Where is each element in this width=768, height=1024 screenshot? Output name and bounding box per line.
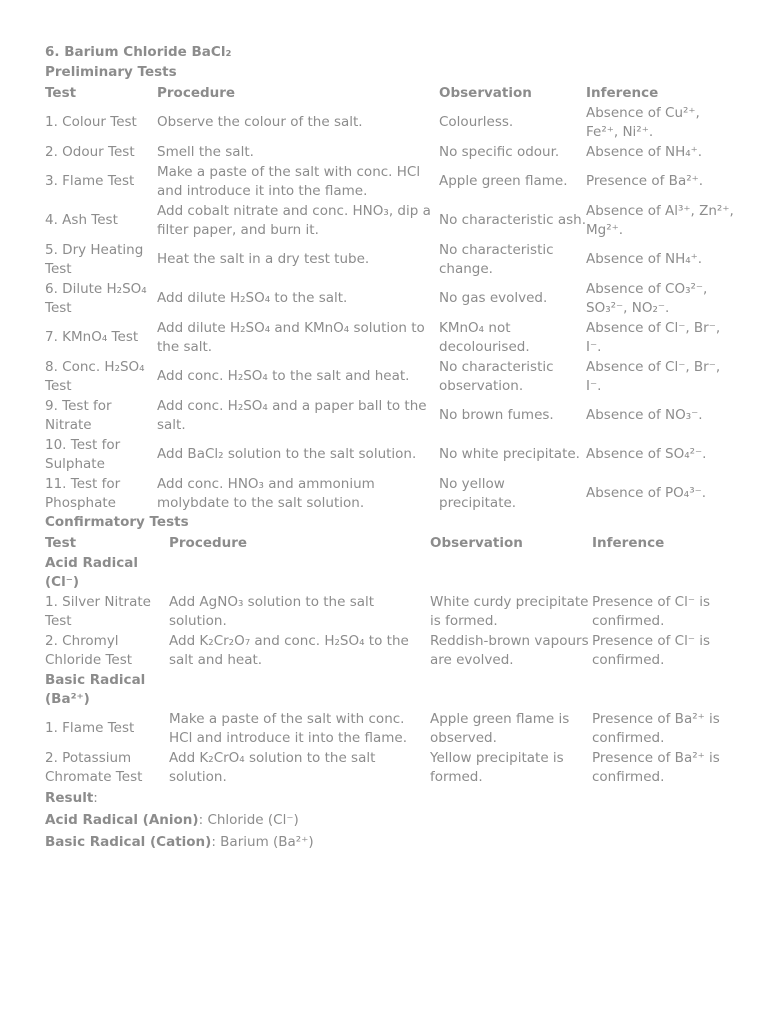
cell-observation: Apple green flame. — [439, 173, 568, 189]
cell-procedure: Smell the salt. — [157, 143, 254, 160]
cell-test: 1. Colour Test — [45, 114, 137, 130]
table-row — [45, 357, 735, 396]
cell-test: 8. Conc. H₂SO₄ Test — [45, 358, 145, 394]
result-label: Result — [45, 790, 94, 806]
cell-test: 4. Ash Test — [45, 212, 118, 228]
preliminary-table — [45, 83, 735, 513]
cell-inference: Absence of Cl⁻, Br⁻, I⁻. — [586, 319, 721, 355]
basic-radical-row — [45, 670, 735, 709]
table-row — [45, 631, 735, 670]
table-header-row — [45, 83, 735, 103]
cell-test: 7. KMnO₄ Test — [45, 329, 139, 345]
cell-procedure: Add K₂CrO₄ solution to the salt solution. — [169, 749, 376, 785]
header-procedure: Procedure — [169, 534, 248, 551]
cell-inference: Absence of PO₄³⁻. — [586, 485, 707, 501]
table-row — [45, 592, 735, 631]
header-inference: Inference — [586, 84, 659, 101]
cell-inference: Absence of NH₄⁺. — [586, 143, 703, 160]
cell-observation: No gas evolved. — [439, 290, 548, 306]
cell-procedure: Heat the salt in a dry test tube. — [157, 251, 370, 267]
cell-procedure: Add cobalt nitrate and conc. HNO₃, dip a filter paper, and burn it. — [157, 202, 431, 238]
cell-test: 11. Test for Phosphate — [45, 475, 121, 511]
cell-procedure: Add BaCl₂ solution to the salt solution. — [157, 446, 417, 462]
cell-test: 9. Test for Nitrate — [45, 397, 112, 433]
table-row — [45, 240, 735, 279]
cell-test: 1. Flame Test — [45, 720, 135, 736]
cell-inference: Presence of Cl⁻ is confirmed. — [592, 593, 711, 629]
cell-inference: Absence of NO₃⁻. — [586, 407, 703, 423]
basic-radical-key: Basic Radical (Cation) — [45, 834, 212, 850]
cell-test: 5. Dry Heating Test — [45, 241, 144, 277]
table-row — [45, 709, 735, 748]
document-title: 6. Barium Chloride BaCl₂ — [45, 44, 232, 60]
result-label-line: Result: — [45, 790, 98, 806]
acid-radical-value: Chloride (Cl⁻) — [207, 812, 299, 828]
cell-test: 10. Test for Sulphate — [45, 436, 121, 472]
cell-test: 2. Odour Test — [45, 143, 135, 160]
cell-inference: Presence of Cl⁻ is confirmed. — [592, 632, 711, 668]
table-row — [45, 748, 735, 787]
cell-inference: Absence of Cl⁻, Br⁻, I⁻. — [586, 358, 721, 394]
cell-test: 6. Dilute H₂SO₄ Test — [45, 280, 147, 316]
header-test: Test — [45, 84, 77, 101]
confirmatory-heading: Confirmatory Tests — [45, 514, 189, 530]
document-page — [45, 43, 735, 854]
cell-procedure: Add conc. H₂SO₄ and a paper ball to the salt. — [157, 397, 427, 433]
header-observation: Observation — [430, 534, 523, 551]
cell-inference: Presence of Ba²⁺. — [586, 173, 704, 189]
cell-procedure: Add conc. H₂SO₄ to the salt and heat. — [157, 368, 410, 384]
acid-radical-row — [45, 553, 735, 592]
cell-observation: No specific odour. — [439, 143, 560, 160]
table-row — [45, 162, 735, 201]
table-row — [45, 318, 735, 357]
table-row — [45, 435, 735, 474]
header-test: Test — [45, 534, 77, 551]
cell-test: 2. Potassium Chromate Test — [45, 749, 143, 785]
cell-observation: Reddish-brown vapours are evolved. — [430, 632, 589, 668]
cell-procedure: Make a paste of the salt with conc. HCl and introduce it into the flame. — [169, 710, 408, 746]
header-procedure: Procedure — [157, 84, 236, 101]
cell-inference: Absence of Cu²⁺, Fe²⁺, Ni²⁺. — [586, 104, 700, 140]
table-row — [45, 201, 735, 240]
cell-procedure: Add dilute H₂SO₄ and KMnO₄ solution to the salt. — [157, 319, 425, 355]
table-row — [45, 279, 735, 318]
table-header-row — [45, 533, 735, 553]
cell-inference: Absence of SO₄²⁻. — [586, 446, 707, 462]
cell-procedure: Add dilute H₂SO₄ to the salt. — [157, 290, 348, 306]
basic-radical-label: Basic Radical (Ba²⁺) — [45, 671, 146, 707]
acid-radical-result: Acid Radical (Anion): Chloride (Cl⁻) — [45, 812, 299, 828]
acid-radical-key: Acid Radical (Anion) — [45, 812, 199, 828]
cell-inference: Presence of Ba²⁺ is confirmed. — [592, 710, 720, 746]
cell-inference: Absence of Al³⁺, Zn²⁺, Mg²⁺. — [586, 202, 734, 238]
cell-observation: No characteristic change. — [439, 241, 554, 277]
acid-radical-label: Acid Radical (Cl⁻) — [45, 554, 138, 590]
cell-observation: Apple green flame is observed. — [430, 710, 570, 746]
cell-observation: Colourless. — [439, 114, 514, 130]
cell-inference: Absence of NH₄⁺. — [586, 251, 703, 267]
result-section — [45, 788, 735, 854]
table-row — [45, 474, 735, 513]
table-row — [45, 142, 735, 162]
cell-observation: No characteristic observation. — [439, 358, 554, 394]
table-row — [45, 396, 735, 435]
cell-observation: Yellow precipitate is formed. — [430, 749, 564, 785]
cell-inference: Presence of Ba²⁺ is confirmed. — [592, 749, 720, 785]
cell-test: 1. Silver Nitrate Test — [45, 593, 151, 629]
cell-test: 2. Chromyl Chloride Test — [45, 632, 133, 668]
cell-test: 3. Flame Test — [45, 173, 135, 189]
cell-observation: No brown fumes. — [439, 407, 554, 423]
table-row — [45, 103, 735, 142]
cell-observation: No white precipitate. — [439, 446, 580, 462]
preliminary-heading: Preliminary Tests — [45, 64, 177, 80]
cell-inference: Absence of CO₃²⁻, SO₃²⁻, NO₂⁻. — [586, 280, 708, 316]
cell-observation: White curdy precipitate is formed. — [430, 593, 589, 629]
basic-radical-result: Basic Radical (Cation): Barium (Ba²⁺) — [45, 834, 314, 850]
cell-procedure: Make a paste of the salt with conc. HCl and introduce it into the flame. — [157, 163, 421, 199]
cell-procedure: Add conc. HNO₃ and ammonium molybdate to the salt solution. — [157, 475, 375, 511]
cell-procedure: Add AgNO₃ solution to the salt solution. — [169, 593, 375, 629]
cell-procedure: Add K₂Cr₂O₇ and conc. H₂SO₄ to the salt and heat. — [169, 632, 409, 668]
header-observation: Observation — [439, 84, 532, 101]
cell-procedure: Observe the colour of the salt. — [157, 114, 363, 130]
header-inference: Inference — [592, 534, 665, 551]
cell-observation: No yellow precipitate. — [439, 475, 517, 511]
confirmatory-table — [45, 533, 735, 787]
basic-radical-value: Barium (Ba²⁺) — [220, 834, 314, 850]
cell-observation: No characteristic ash. — [439, 212, 586, 228]
cell-observation: KMnO₄ not decolourised. — [439, 319, 530, 355]
